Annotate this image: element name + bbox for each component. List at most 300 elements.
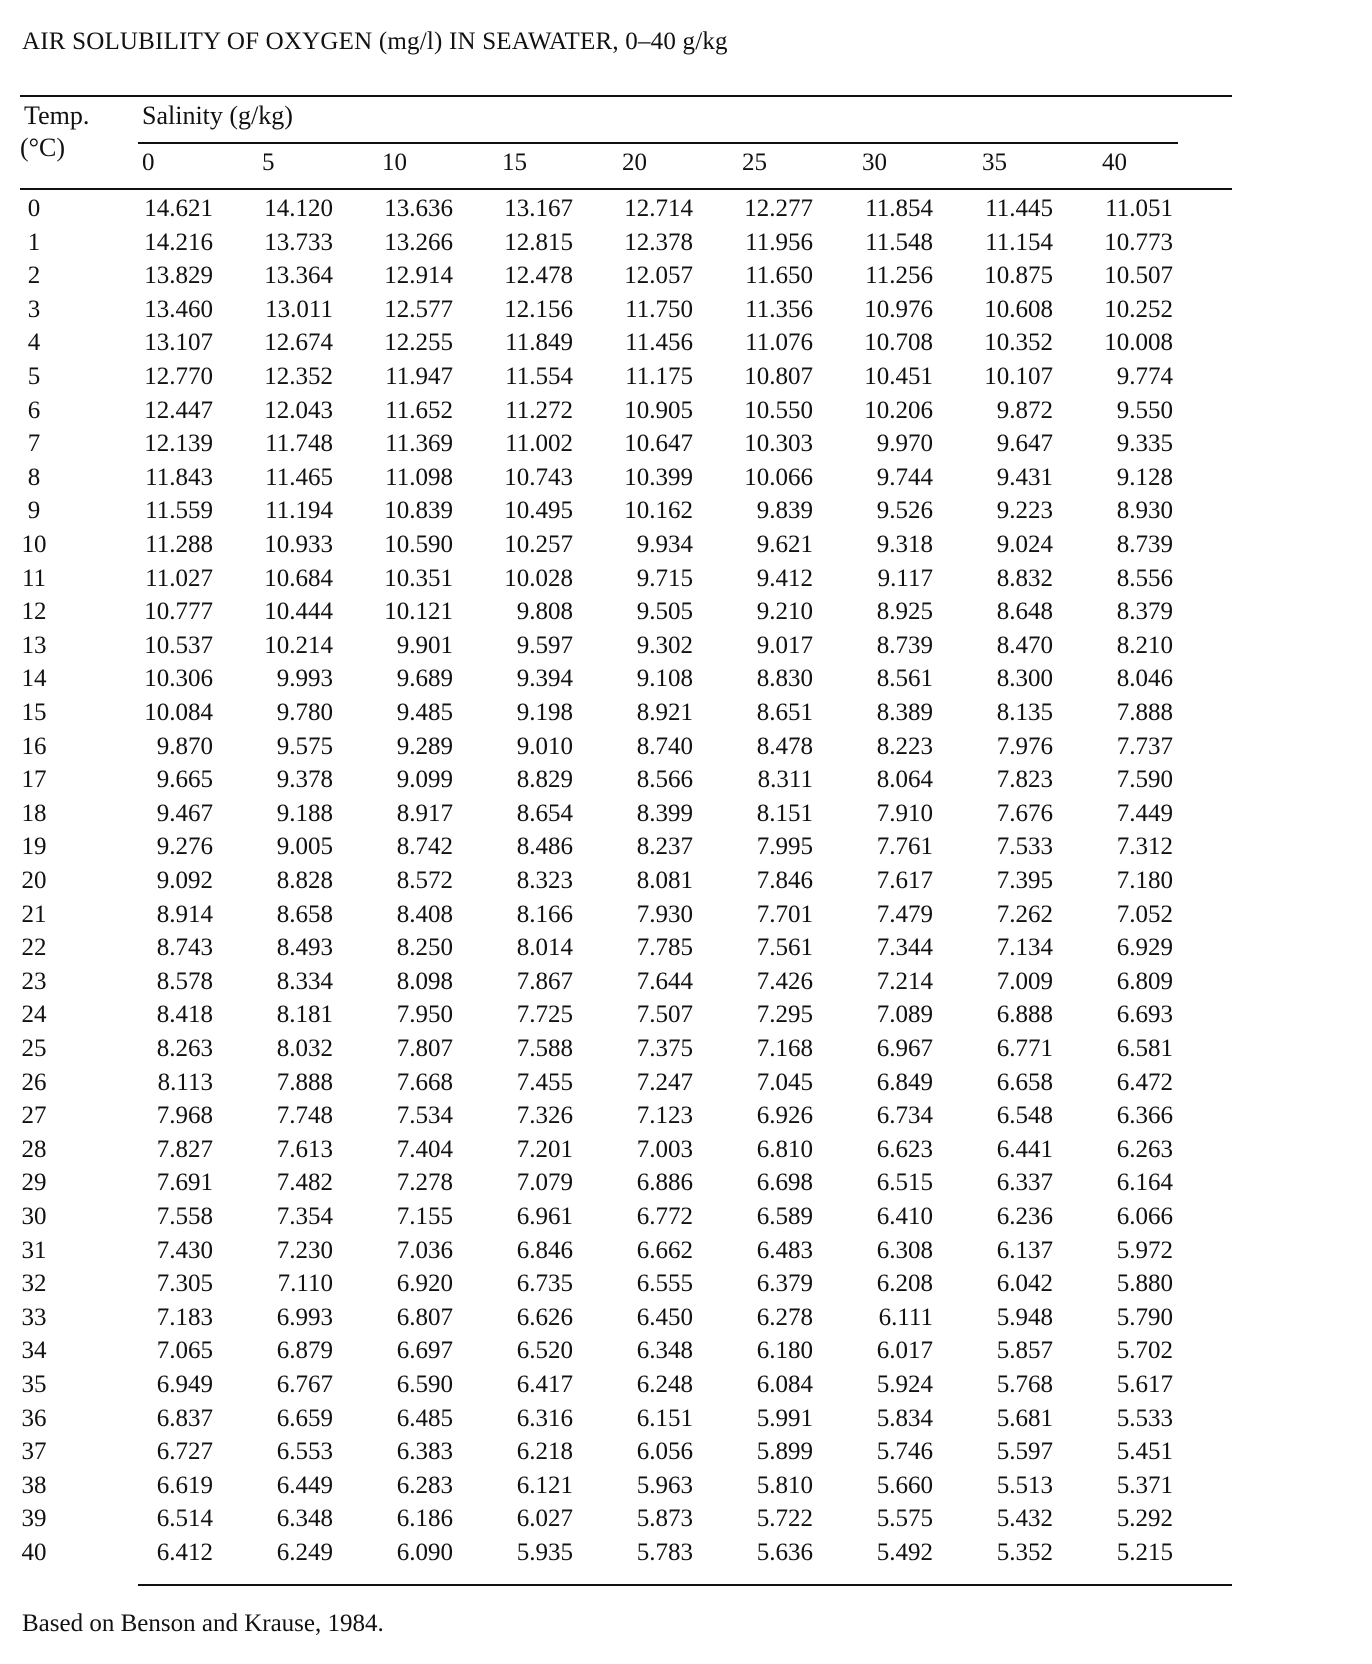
oxygen-value-cell: 8.742 xyxy=(396,833,453,861)
oxygen-value-cell: 7.404 xyxy=(396,1135,453,1163)
oxygen-value-cell: 8.572 xyxy=(396,867,453,894)
oxygen-value-cell: 10.875 xyxy=(984,262,1053,290)
oxygen-value-cell: 6.734 xyxy=(876,1102,933,1130)
oxygen-value-cell: 9.289 xyxy=(396,732,453,760)
oxygen-value-cell: 6.337 xyxy=(996,1169,1053,1197)
oxygen-value-cell: 9.689 xyxy=(396,665,453,693)
oxygen-value-cell: 7.155 xyxy=(396,1203,453,1230)
oxygen-value-cell: 9.665 xyxy=(156,766,213,794)
oxygen-value-cell: 8.323 xyxy=(516,867,573,894)
temperature-cell: 21 xyxy=(21,900,47,928)
oxygen-value-cell: 6.659 xyxy=(276,1404,333,1432)
oxygen-value-cell: 8.486 xyxy=(516,833,573,861)
oxygen-value-cell: 9.934 xyxy=(636,531,693,558)
temperature-cell: 23 xyxy=(21,967,47,995)
oxygen-value-cell: 14.621 xyxy=(144,195,213,222)
oxygen-value-cell: 9.005 xyxy=(276,833,333,861)
oxygen-value-cell: 10.257 xyxy=(504,531,573,558)
oxygen-value-cell: 7.725 xyxy=(516,1001,573,1029)
oxygen-value-cell: 5.513 xyxy=(996,1471,1053,1499)
oxygen-value-cell: 6.483 xyxy=(756,1236,813,1264)
oxygen-value-cell: 11.051 xyxy=(1105,195,1173,222)
oxygen-value-cell: 9.099 xyxy=(396,766,453,794)
oxygen-value-cell: 12.674 xyxy=(264,329,333,357)
oxygen-value-cell: 11.843 xyxy=(145,463,213,491)
oxygen-value-cell: 6.383 xyxy=(396,1438,453,1466)
temperature-cell: 38 xyxy=(21,1471,47,1499)
oxygen-value-cell: 9.302 xyxy=(636,631,693,659)
temperature-cell: 22 xyxy=(21,934,47,962)
oxygen-value-cell: 8.470 xyxy=(996,631,1053,659)
oxygen-value-cell: 5.924 xyxy=(876,1371,933,1398)
oxygen-value-cell: 8.237 xyxy=(636,833,693,861)
oxygen-value-cell: 8.561 xyxy=(876,665,933,693)
oxygen-value-cell: 6.767 xyxy=(276,1371,333,1398)
oxygen-value-cell: 11.456 xyxy=(625,329,693,357)
oxygen-value-cell: 7.045 xyxy=(756,1068,813,1096)
oxygen-value-cell: 8.648 xyxy=(996,598,1053,626)
oxygen-value-cell: 8.014 xyxy=(516,934,573,962)
oxygen-value-cell: 8.566 xyxy=(636,766,693,794)
oxygen-value-cell: 5.810 xyxy=(756,1471,813,1499)
oxygen-value-cell: 7.426 xyxy=(756,967,813,995)
oxygen-value-cell: 8.829 xyxy=(516,766,573,794)
oxygen-value-cell: 11.956 xyxy=(745,228,813,256)
oxygen-value-cell: 6.735 xyxy=(516,1270,573,1298)
oxygen-value-cell: 11.356 xyxy=(745,295,813,323)
oxygen-value-cell: 6.186 xyxy=(396,1505,453,1533)
oxygen-value-cell: 9.117 xyxy=(877,564,933,592)
oxygen-value-cell: 8.379 xyxy=(1116,598,1173,626)
oxygen-value-cell: 10.807 xyxy=(744,363,813,390)
oxygen-value-cell: 9.575 xyxy=(276,732,333,760)
oxygen-value-cell: 14.120 xyxy=(264,195,333,222)
oxygen-value-cell: 10.743 xyxy=(504,463,573,491)
oxygen-value-cell: 10.537 xyxy=(144,631,213,659)
temperature-cell: 28 xyxy=(21,1135,47,1163)
oxygen-value-cell: 11.947 xyxy=(385,363,453,390)
oxygen-value-cell: 7.305 xyxy=(156,1270,213,1298)
oxygen-value-cell: 11.750 xyxy=(625,295,693,323)
oxygen-value-cell: 6.590 xyxy=(396,1371,453,1398)
oxygen-value-cell: 7.968 xyxy=(156,1102,213,1130)
oxygen-value-cell: 7.479 xyxy=(876,900,933,928)
oxygen-value-cell: 6.208 xyxy=(876,1270,933,1298)
oxygen-value-cell: 7.807 xyxy=(396,1035,453,1062)
oxygen-value-cell: 6.619 xyxy=(156,1471,213,1499)
oxygen-value-cell: 5.660 xyxy=(876,1471,933,1499)
oxygen-value-cell: 7.507 xyxy=(636,1001,693,1029)
oxygen-value-cell: 10.066 xyxy=(744,463,813,491)
oxygen-value-cell: 8.556 xyxy=(1116,564,1173,592)
salinity-column-header: 35 xyxy=(982,149,1007,176)
oxygen-value-cell: 12.577 xyxy=(384,295,453,323)
oxygen-value-cell: 7.558 xyxy=(156,1203,213,1230)
oxygen-value-cell: 6.581 xyxy=(1116,1035,1173,1062)
oxygen-value-cell: 8.151 xyxy=(756,799,813,827)
oxygen-value-cell: 7.168 xyxy=(756,1035,813,1062)
oxygen-value-cell: 8.064 xyxy=(876,766,933,794)
oxygen-value-cell: 6.278 xyxy=(756,1303,813,1331)
oxygen-value-cell: 9.780 xyxy=(276,699,333,726)
oxygen-value-cell: 6.693 xyxy=(1116,1001,1173,1029)
oxygen-value-cell: 7.312 xyxy=(1116,833,1173,861)
oxygen-value-cell: 7.183 xyxy=(156,1303,213,1331)
oxygen-value-cell: 8.739 xyxy=(1116,531,1173,558)
oxygen-value-cell: 5.451 xyxy=(1116,1438,1173,1466)
oxygen-value-cell: 6.727 xyxy=(156,1438,213,1466)
oxygen-value-cell: 8.739 xyxy=(876,631,933,659)
oxygen-value-cell: 9.010 xyxy=(516,732,573,760)
oxygen-value-cell: 7.748 xyxy=(276,1102,333,1130)
temperature-cell: 36 xyxy=(21,1404,47,1432)
oxygen-value-cell: 8.311 xyxy=(757,766,813,794)
oxygen-value-cell: 6.412 xyxy=(156,1539,213,1566)
oxygen-value-cell: 6.809 xyxy=(1116,967,1173,995)
oxygen-value-cell: 8.418 xyxy=(156,1001,213,1029)
oxygen-value-cell: 7.262 xyxy=(996,900,1053,928)
oxygen-value-cell: 10.028 xyxy=(504,564,573,592)
oxygen-value-cell: 11.650 xyxy=(745,262,813,290)
oxygen-value-cell: 11.027 xyxy=(145,564,213,592)
oxygen-value-cell: 6.283 xyxy=(396,1471,453,1499)
oxygen-value-cell: 6.042 xyxy=(996,1270,1053,1298)
oxygen-value-cell: 7.354 xyxy=(276,1203,333,1230)
oxygen-value-cell: 8.925 xyxy=(876,598,933,626)
oxygen-value-cell: 8.250 xyxy=(396,934,453,962)
oxygen-value-cell: 5.617 xyxy=(1116,1371,1173,1398)
oxygen-value-cell: 7.950 xyxy=(396,1001,453,1029)
footnote: Based on Benson and Krause, 1984. xyxy=(22,1610,384,1637)
oxygen-value-cell: 6.548 xyxy=(996,1102,1053,1130)
oxygen-value-cell: 10.590 xyxy=(384,531,453,558)
oxygen-value-cell: 6.772 xyxy=(636,1203,693,1230)
oxygen-value-cell: 6.967 xyxy=(876,1035,933,1062)
oxygen-value-cell: 5.880 xyxy=(1116,1270,1173,1298)
oxygen-value-cell: 6.626 xyxy=(516,1303,573,1331)
oxygen-value-cell: 8.917 xyxy=(396,799,453,827)
oxygen-value-cell: 11.559 xyxy=(145,497,213,525)
temperature-cell: 26 xyxy=(21,1068,47,1096)
oxygen-value-cell: 12.277 xyxy=(744,195,813,222)
oxygen-value-cell: 5.935 xyxy=(516,1539,573,1566)
oxygen-value-cell: 7.846 xyxy=(756,867,813,894)
oxygen-value-cell: 6.485 xyxy=(396,1404,453,1432)
oxygen-value-cell: 6.090 xyxy=(396,1539,453,1566)
oxygen-value-cell: 6.121 xyxy=(516,1471,573,1499)
oxygen-value-cell: 6.849 xyxy=(876,1068,933,1096)
oxygen-value-cell: 9.870 xyxy=(156,732,213,760)
oxygen-value-cell: 6.472 xyxy=(1116,1068,1173,1096)
oxygen-value-cell: 8.651 xyxy=(756,699,813,726)
oxygen-value-cell: 6.348 xyxy=(636,1337,693,1365)
oxygen-value-cell: 5.215 xyxy=(1116,1539,1173,1566)
oxygen-value-cell: 7.534 xyxy=(396,1102,453,1130)
oxygen-value-cell: 9.024 xyxy=(996,531,1053,558)
temperature-cell: 7 xyxy=(27,430,41,458)
oxygen-value-cell: 7.761 xyxy=(876,833,933,861)
oxygen-value-cell: 7.867 xyxy=(516,967,573,995)
oxygen-value-cell: 8.113 xyxy=(157,1068,213,1096)
oxygen-value-cell: 9.467 xyxy=(156,799,213,827)
temperature-cell: 31 xyxy=(21,1236,47,1264)
temperature-cell: 33 xyxy=(21,1303,47,1331)
oxygen-value-cell: 7.052 xyxy=(1116,900,1173,928)
oxygen-value-cell: 6.807 xyxy=(396,1303,453,1331)
oxygen-value-cell: 13.107 xyxy=(144,329,213,357)
oxygen-value-cell: 7.668 xyxy=(396,1068,453,1096)
oxygen-value-cell: 10.252 xyxy=(1104,295,1173,323)
oxygen-value-cell: 9.647 xyxy=(996,430,1053,458)
oxygen-value-cell: 6.589 xyxy=(756,1203,813,1230)
oxygen-value-cell: 6.520 xyxy=(516,1337,573,1365)
oxygen-value-cell: 8.389 xyxy=(876,699,933,726)
oxygen-value-cell: 9.993 xyxy=(276,665,333,693)
oxygen-value-cell: 7.065 xyxy=(156,1337,213,1365)
oxygen-value-cell: 6.180 xyxy=(756,1337,813,1365)
salinity-header: Salinity (g/kg) xyxy=(142,101,293,130)
temperature-cell: 16 xyxy=(21,732,47,760)
oxygen-value-cell: 11.194 xyxy=(265,497,333,525)
oxygen-value-cell: 7.930 xyxy=(636,900,693,928)
oxygen-value-cell: 6.308 xyxy=(876,1236,933,1264)
oxygen-value-cell: 13.829 xyxy=(144,262,213,290)
oxygen-value-cell: 8.081 xyxy=(636,867,693,894)
oxygen-value-cell: 10.495 xyxy=(504,497,573,525)
oxygen-value-cell: 7.888 xyxy=(276,1068,333,1096)
oxygen-value-cell: 7.134 xyxy=(996,934,1053,962)
oxygen-value-cell: 6.929 xyxy=(1116,934,1173,962)
oxygen-value-cell: 7.533 xyxy=(996,833,1053,861)
oxygen-value-cell: 7.590 xyxy=(1116,766,1173,794)
salinity-column-header: 10 xyxy=(382,149,407,176)
bottom-rule xyxy=(138,1584,1232,1586)
oxygen-value-cell: 10.839 xyxy=(384,497,453,525)
oxygen-value-cell: 7.785 xyxy=(636,934,693,962)
salinity-column-header: 5 xyxy=(262,149,275,176)
oxygen-value-cell: 13.266 xyxy=(384,228,453,256)
temperature-cell: 37 xyxy=(21,1438,47,1466)
oxygen-value-cell: 6.017 xyxy=(876,1337,933,1365)
temperature-cell: 9 xyxy=(27,497,41,525)
oxygen-value-cell: 6.993 xyxy=(276,1303,333,1331)
salinity-column-header: 0 xyxy=(142,149,155,176)
oxygen-value-cell: 7.201 xyxy=(516,1135,573,1163)
oxygen-value-cell: 7.691 xyxy=(156,1169,213,1197)
temperature-cell: 27 xyxy=(21,1102,47,1130)
oxygen-value-cell: 11.369 xyxy=(385,430,453,458)
oxygen-value-cell: 8.098 xyxy=(396,967,453,995)
temperature-cell: 32 xyxy=(21,1270,47,1298)
oxygen-value-cell: 6.515 xyxy=(876,1169,933,1197)
oxygen-value-cell: 8.654 xyxy=(516,799,573,827)
oxygen-value-cell: 8.408 xyxy=(396,900,453,928)
oxygen-value-cell: 5.352 xyxy=(996,1539,1053,1566)
oxygen-value-cell: 7.737 xyxy=(1116,732,1173,760)
oxygen-value-cell: 9.276 xyxy=(156,833,213,861)
oxygen-value-cell: 7.676 xyxy=(996,799,1053,827)
oxygen-value-cell: 13.011 xyxy=(265,295,333,323)
oxygen-value-cell: 10.773 xyxy=(1104,228,1173,256)
oxygen-value-cell: 6.553 xyxy=(276,1438,333,1466)
oxygen-value-cell: 11.272 xyxy=(505,396,573,424)
oxygen-value-cell: 6.236 xyxy=(996,1203,1053,1230)
oxygen-value-cell: 11.849 xyxy=(505,329,573,357)
oxygen-value-cell: 5.899 xyxy=(756,1438,813,1466)
oxygen-value-cell: 7.214 xyxy=(876,967,933,995)
oxygen-value-cell: 12.139 xyxy=(144,430,213,458)
oxygen-value-cell: 6.961 xyxy=(516,1203,573,1230)
oxygen-value-cell: 5.768 xyxy=(996,1371,1053,1398)
oxygen-value-cell: 11.748 xyxy=(265,430,333,458)
oxygen-value-cell: 7.278 xyxy=(396,1169,453,1197)
temperature-cell: 18 xyxy=(21,799,47,827)
oxygen-value-cell: 6.810 xyxy=(756,1135,813,1163)
oxygen-value-cell: 5.597 xyxy=(996,1438,1053,1466)
oxygen-value-cell: 12.770 xyxy=(144,363,213,390)
oxygen-value-cell: 8.223 xyxy=(876,732,933,760)
oxygen-value-cell: 5.857 xyxy=(996,1337,1053,1365)
temperature-cell: 11 xyxy=(21,564,47,592)
temperature-cell: 29 xyxy=(21,1169,47,1197)
oxygen-value-cell: 9.412 xyxy=(756,564,813,592)
oxygen-value-cell: 5.533 xyxy=(1116,1404,1173,1432)
oxygen-value-cell: 10.444 xyxy=(264,598,333,626)
oxygen-value-cell: 10.976 xyxy=(864,295,933,323)
oxygen-value-cell: 10.933 xyxy=(264,531,333,558)
temperature-cell: 39 xyxy=(21,1505,47,1533)
oxygen-value-cell: 8.135 xyxy=(996,699,1053,726)
oxygen-value-cell: 6.249 xyxy=(276,1539,333,1566)
oxygen-value-cell: 7.617 xyxy=(876,867,933,894)
oxygen-value-cell: 6.837 xyxy=(156,1404,213,1432)
oxygen-value-cell: 5.292 xyxy=(1116,1505,1173,1533)
oxygen-value-cell: 5.783 xyxy=(636,1539,693,1566)
oxygen-value-cell: 10.214 xyxy=(264,631,333,659)
oxygen-value-cell: 5.746 xyxy=(876,1438,933,1466)
oxygen-value-cell: 6.248 xyxy=(636,1371,693,1398)
oxygen-value-cell: 7.079 xyxy=(516,1169,573,1197)
oxygen-value-cell: 5.991 xyxy=(756,1404,813,1432)
oxygen-value-cell: 6.111 xyxy=(878,1303,933,1331)
oxygen-value-cell: 7.449 xyxy=(1116,799,1173,827)
oxygen-value-cell: 10.121 xyxy=(384,598,453,626)
oxygen-value-cell: 6.888 xyxy=(996,1001,1053,1029)
oxygen-value-cell: 6.056 xyxy=(636,1438,693,1466)
oxygen-value-cell: 7.123 xyxy=(636,1102,693,1130)
oxygen-value-cell: 9.526 xyxy=(876,497,933,525)
oxygen-value-cell: 14.216 xyxy=(144,228,213,256)
oxygen-value-cell: 11.445 xyxy=(985,195,1053,222)
oxygen-value-cell: 9.318 xyxy=(876,531,933,558)
oxygen-value-cell: 8.181 xyxy=(276,1001,333,1029)
oxygen-value-cell: 10.608 xyxy=(984,295,1053,323)
oxygen-value-cell: 6.949 xyxy=(156,1371,213,1398)
oxygen-value-cell: 8.830 xyxy=(756,665,813,693)
temperature-cell: 34 xyxy=(21,1337,47,1365)
oxygen-value-cell: 7.976 xyxy=(996,732,1053,760)
oxygen-value-cell: 12.352 xyxy=(264,363,333,390)
oxygen-value-cell: 9.431 xyxy=(996,463,1053,491)
oxygen-value-cell: 6.698 xyxy=(756,1169,813,1197)
oxygen-value-cell: 6.137 xyxy=(996,1236,1053,1264)
temperature-cell: 40 xyxy=(21,1539,47,1566)
oxygen-value-cell: 12.447 xyxy=(144,396,213,424)
oxygen-value-cell: 8.578 xyxy=(156,967,213,995)
oxygen-value-cell: 6.417 xyxy=(516,1371,573,1398)
oxygen-value-cell: 6.658 xyxy=(996,1068,1053,1096)
oxygen-value-cell: 10.107 xyxy=(984,363,1053,390)
temperature-cell: 15 xyxy=(21,699,47,726)
oxygen-value-cell: 8.740 xyxy=(636,732,693,760)
oxygen-value-cell: 8.210 xyxy=(1116,631,1173,659)
oxygen-value-cell: 5.636 xyxy=(756,1539,813,1566)
oxygen-value-cell: 9.394 xyxy=(516,665,573,693)
oxygen-value-cell: 11.548 xyxy=(865,228,933,256)
oxygen-value-cell: 11.002 xyxy=(505,430,573,458)
oxygen-value-cell: 8.832 xyxy=(996,564,1053,592)
temperature-cell: 8 xyxy=(27,463,41,491)
oxygen-value-cell: 11.256 xyxy=(865,262,933,290)
oxygen-value-cell: 8.166 xyxy=(516,900,573,928)
temperature-cell: 25 xyxy=(21,1035,47,1062)
oxygen-value-cell: 6.084 xyxy=(756,1371,813,1398)
temperature-cell: 19 xyxy=(21,833,47,861)
oxygen-value-cell: 6.450 xyxy=(636,1303,693,1331)
oxygen-value-cell: 9.621 xyxy=(756,531,813,558)
temperature-cell: 20 xyxy=(21,867,47,894)
oxygen-value-cell: 11.465 xyxy=(265,463,333,491)
oxygen-value-cell: 6.623 xyxy=(876,1135,933,1163)
temperature-cell: 14 xyxy=(21,665,47,693)
oxygen-value-cell: 10.351 xyxy=(384,564,453,592)
oxygen-value-cell: 7.613 xyxy=(276,1135,333,1163)
oxygen-value-cell: 12.815 xyxy=(504,228,573,256)
oxygen-value-cell: 6.218 xyxy=(516,1438,573,1466)
oxygen-value-cell: 8.914 xyxy=(156,900,213,928)
oxygen-value-cell: 12.043 xyxy=(264,396,333,424)
oxygen-value-cell: 6.441 xyxy=(996,1135,1053,1163)
oxygen-value-cell: 11.175 xyxy=(625,363,693,390)
temperature-cell: 30 xyxy=(21,1203,47,1230)
oxygen-value-cell: 6.771 xyxy=(996,1035,1053,1062)
oxygen-value-cell: 6.263 xyxy=(1116,1135,1173,1163)
oxygen-value-cell: 9.335 xyxy=(1116,430,1173,458)
oxygen-value-cell: 11.288 xyxy=(145,531,213,558)
oxygen-value-cell: 8.930 xyxy=(1116,497,1173,525)
temperature-cell: 3 xyxy=(27,295,41,323)
temperature-cell: 0 xyxy=(27,195,41,222)
oxygen-value-cell: 10.352 xyxy=(984,329,1053,357)
oxygen-value-cell: 5.371 xyxy=(1116,1471,1173,1499)
oxygen-value-cell: 5.702 xyxy=(1116,1337,1173,1365)
oxygen-value-cell: 6.410 xyxy=(876,1203,933,1230)
oxygen-value-cell: 5.681 xyxy=(996,1404,1053,1432)
temperature-cell: 10 xyxy=(21,531,47,558)
oxygen-value-cell: 6.926 xyxy=(756,1102,813,1130)
oxygen-value-cell: 10.162 xyxy=(624,497,693,525)
salinity-column-header: 40 xyxy=(1102,149,1127,176)
table-title: AIR SOLUBILITY OF OXYGEN (mg/l) IN SEAWATER, 0–40 g/kg xyxy=(22,28,728,55)
oxygen-value-cell: 6.066 xyxy=(1116,1203,1173,1230)
oxygen-value-cell: 8.300 xyxy=(996,665,1053,693)
oxygen-value-cell: 9.715 xyxy=(636,564,693,592)
oxygen-value-cell: 10.303 xyxy=(744,430,813,458)
oxygen-value-cell: 11.154 xyxy=(985,228,1053,256)
oxygen-value-cell: 13.733 xyxy=(264,228,333,256)
oxygen-value-cell: 9.223 xyxy=(996,497,1053,525)
oxygen-value-cell: 6.846 xyxy=(516,1236,573,1264)
